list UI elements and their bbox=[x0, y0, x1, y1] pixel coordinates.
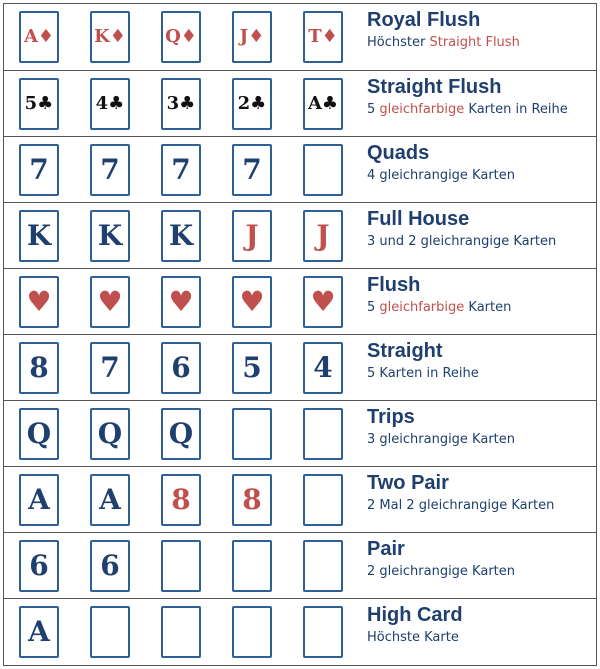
playing-card bbox=[161, 11, 201, 63]
description-segment: 2 Mal 2 gleichrangige Karten bbox=[367, 498, 555, 513]
description-segment: 3 und 2 gleichrangige Karten bbox=[367, 234, 557, 249]
hand-description bbox=[367, 35, 595, 51]
playing-card bbox=[19, 606, 59, 658]
card-value: J♦ bbox=[239, 26, 265, 47]
hand-row-royal-flush bbox=[4, 4, 596, 70]
empty-card bbox=[303, 540, 343, 592]
playing-card bbox=[90, 210, 130, 262]
card-value: 8 bbox=[29, 351, 49, 384]
hand-row-quads bbox=[4, 136, 596, 202]
hand-name: High Card bbox=[367, 604, 463, 626]
poker-hands-table bbox=[3, 3, 597, 666]
card-value: 2♣ bbox=[237, 93, 267, 114]
empty-card bbox=[232, 408, 272, 460]
description-segment: Höchste Karte bbox=[367, 630, 459, 645]
description-segment: 5 bbox=[367, 102, 380, 117]
card-value: 7 bbox=[242, 153, 262, 186]
empty-card bbox=[232, 606, 272, 658]
card-value: J bbox=[316, 219, 330, 252]
hand-row-straight-flush bbox=[4, 70, 596, 136]
hand-info bbox=[367, 537, 595, 580]
playing-card bbox=[90, 144, 130, 196]
card-value: 4♣ bbox=[95, 93, 125, 114]
description-segment: gleichfarbige bbox=[379, 300, 465, 315]
empty-card bbox=[303, 144, 343, 196]
card-value: 3♣ bbox=[166, 93, 196, 114]
hand-name: Two Pair bbox=[367, 472, 449, 494]
playing-card bbox=[19, 144, 59, 196]
card-value: 4 bbox=[313, 351, 333, 384]
hand-row-straight bbox=[4, 334, 596, 400]
card-value: K♦ bbox=[94, 26, 126, 47]
playing-card bbox=[90, 11, 130, 63]
playing-card bbox=[161, 276, 201, 328]
card-value: 6 bbox=[29, 549, 49, 582]
description-segment: Karten in Reihe bbox=[464, 102, 568, 117]
playing-card bbox=[303, 78, 343, 130]
hand-info bbox=[367, 273, 595, 316]
description-segment: 4 gleichrangige Karten bbox=[367, 168, 516, 183]
playing-card bbox=[90, 408, 130, 460]
hand-description bbox=[367, 234, 595, 250]
hand-row-flush bbox=[4, 268, 596, 334]
playing-card bbox=[303, 342, 343, 394]
description-segment: 2 gleichrangige Karten bbox=[367, 564, 516, 579]
playing-card bbox=[90, 276, 130, 328]
playing-card bbox=[90, 474, 130, 526]
playing-card bbox=[161, 474, 201, 526]
hand-description bbox=[367, 564, 595, 580]
card-value: ♥ bbox=[168, 285, 194, 318]
playing-card bbox=[232, 210, 272, 262]
card-value: 7 bbox=[100, 153, 120, 186]
empty-card bbox=[303, 606, 343, 658]
empty-card bbox=[161, 606, 201, 658]
card-value: 7 bbox=[29, 153, 49, 186]
playing-card bbox=[90, 342, 130, 394]
card-value: A bbox=[28, 483, 50, 516]
card-value: J bbox=[245, 219, 259, 252]
card-value: A bbox=[99, 483, 121, 516]
hand-name: Flush bbox=[367, 274, 421, 296]
card-value: Q♦ bbox=[165, 26, 197, 47]
hand-info bbox=[367, 207, 595, 250]
hand-info bbox=[367, 405, 595, 448]
card-value: K bbox=[168, 219, 194, 252]
playing-card bbox=[303, 276, 343, 328]
playing-card bbox=[19, 210, 59, 262]
playing-card bbox=[161, 342, 201, 394]
description-segment: 3 gleichrangige Karten bbox=[367, 432, 516, 447]
card-value: A♦ bbox=[23, 26, 55, 47]
card-value: 5♣ bbox=[24, 93, 54, 114]
hand-description bbox=[367, 168, 595, 184]
hand-row-two-pair bbox=[4, 466, 596, 532]
card-value: Q bbox=[26, 417, 52, 450]
playing-card bbox=[232, 276, 272, 328]
description-segment: Straight Flush bbox=[429, 35, 520, 50]
card-value: 7 bbox=[100, 351, 120, 384]
description-segment: Karten bbox=[464, 300, 512, 315]
empty-card bbox=[303, 408, 343, 460]
playing-card bbox=[232, 144, 272, 196]
description-segment: Höchster bbox=[367, 35, 430, 50]
description-segment: gleichfarbige bbox=[379, 102, 465, 117]
card-value: ♥ bbox=[97, 285, 123, 318]
playing-card bbox=[19, 78, 59, 130]
card-value: 7 bbox=[171, 153, 191, 186]
hand-info bbox=[367, 603, 595, 646]
playing-card bbox=[303, 11, 343, 63]
playing-card bbox=[232, 474, 272, 526]
empty-card bbox=[232, 540, 272, 592]
playing-card bbox=[303, 210, 343, 262]
hand-name: Pair bbox=[367, 538, 405, 560]
playing-card bbox=[161, 408, 201, 460]
card-value: ♥ bbox=[26, 285, 52, 318]
playing-card bbox=[90, 540, 130, 592]
playing-card bbox=[90, 78, 130, 130]
card-value: 6 bbox=[171, 351, 191, 384]
card-value: A bbox=[28, 615, 50, 648]
playing-card bbox=[161, 78, 201, 130]
card-value: T♦ bbox=[308, 26, 338, 47]
hand-description bbox=[367, 102, 595, 118]
playing-card bbox=[161, 210, 201, 262]
card-value: 8 bbox=[242, 483, 262, 516]
card-value: ♥ bbox=[239, 285, 265, 318]
hand-description bbox=[367, 630, 595, 646]
playing-card bbox=[232, 342, 272, 394]
playing-card bbox=[19, 11, 59, 63]
playing-card bbox=[19, 342, 59, 394]
hand-row-high-card bbox=[4, 598, 596, 664]
description-segment: 5 Karten in Reihe bbox=[367, 366, 479, 381]
card-value: A♣ bbox=[307, 93, 339, 114]
hand-info bbox=[367, 75, 595, 118]
playing-card bbox=[19, 540, 59, 592]
hand-name: Royal Flush bbox=[367, 9, 481, 31]
hand-name: Trips bbox=[367, 406, 415, 428]
hand-row-trips bbox=[4, 400, 596, 466]
hand-info bbox=[367, 471, 595, 514]
card-value: 6 bbox=[100, 549, 120, 582]
card-value: ♥ bbox=[310, 285, 336, 318]
hand-row-pair bbox=[4, 532, 596, 598]
card-value: Q bbox=[97, 417, 123, 450]
hand-info bbox=[367, 8, 595, 51]
card-value: 5 bbox=[242, 351, 262, 384]
card-value: Q bbox=[168, 417, 194, 450]
playing-card bbox=[232, 78, 272, 130]
hand-name: Straight bbox=[367, 340, 443, 362]
hand-name: Straight Flush bbox=[367, 76, 502, 98]
playing-card bbox=[19, 276, 59, 328]
hand-description bbox=[367, 432, 595, 448]
hand-description bbox=[367, 366, 595, 382]
hand-name: Quads bbox=[367, 142, 430, 164]
empty-card bbox=[303, 474, 343, 526]
description-segment: 5 bbox=[367, 300, 380, 315]
card-value: K bbox=[97, 219, 123, 252]
hand-info bbox=[367, 141, 595, 184]
card-value: K bbox=[26, 219, 52, 252]
hand-description bbox=[367, 300, 595, 316]
playing-card bbox=[232, 11, 272, 63]
playing-card bbox=[19, 474, 59, 526]
playing-card bbox=[161, 144, 201, 196]
hand-name: Full House bbox=[367, 208, 470, 230]
empty-card bbox=[161, 540, 201, 592]
empty-card bbox=[90, 606, 130, 658]
hand-info bbox=[367, 339, 595, 382]
playing-card bbox=[19, 408, 59, 460]
card-value: 8 bbox=[171, 483, 191, 516]
hand-description bbox=[367, 498, 595, 514]
hand-row-full-house bbox=[4, 202, 596, 268]
